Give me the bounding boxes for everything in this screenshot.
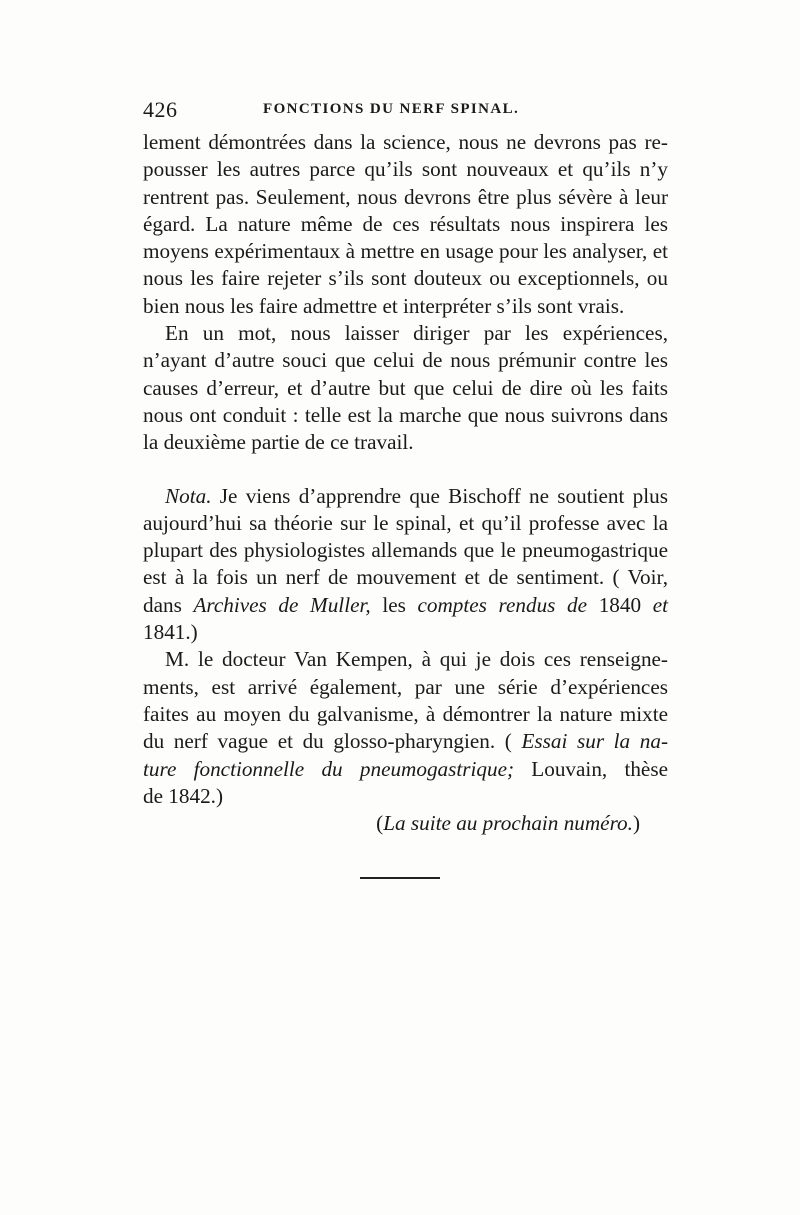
text-line: nous ont conduit : telle est la marche que nous suivrons dans: [143, 402, 668, 427]
section-gap: [143, 457, 668, 483]
paragraph-continuation: [143, 129, 668, 320]
text-line: égard. La nature même de ces résultats nous inspirera les: [143, 211, 668, 236]
text-fragment-et: et: [652, 592, 668, 617]
end-rule: [360, 877, 440, 879]
running-title: FONCTIONS DU NERF SPINAL.: [263, 101, 520, 117]
paren-close: ): [632, 811, 640, 836]
text-line: causes d’erreur, et d’autre but que celui de dire où les faits: [143, 375, 668, 400]
text-line: n’ayant d’autre souci que celui de nous prémunir contre les: [143, 348, 668, 373]
text-line: M. le docteur Van Kempen, à qui je dois ces renseigne-: [165, 647, 668, 672]
text-line: de 1842.): [143, 783, 224, 808]
text-line: moyens expérimentaux à mettre en usage pour les analyser, et: [143, 239, 668, 264]
citation-comptes: comptes rendus de: [417, 592, 588, 617]
continuation-note: [143, 810, 668, 837]
citation-essai: Essai sur la na-: [521, 729, 668, 754]
text-line: la deuxième partie de ce travail.: [143, 430, 414, 455]
text-line: est à la fois un nerf de mouvement et de sentiment. ( Voir,: [143, 565, 668, 590]
text-line: aujourd’hui sa théorie sur le spinal, et qu’il professe avec la: [143, 510, 668, 535]
text-line: faites au moyen du galvanisme, à démontrer la nature mixte: [143, 701, 668, 726]
text-fragment: dans: [143, 592, 194, 617]
text-line: ments, est arrivé également, par une série d’expériences: [143, 674, 668, 699]
citation-essai-cont: ture fonctionnelle du pneumogastrique;: [143, 756, 515, 781]
text-fragment: Louvain, thèse: [514, 756, 668, 781]
text-fragment: les: [370, 592, 418, 617]
nota-label: Nota.: [165, 483, 212, 508]
text-line: [143, 592, 668, 619]
text-line: [143, 756, 668, 783]
text-line: pousser les autres parce qu’ils sont nouveaux et qu’ils n’y: [143, 157, 668, 182]
text-fragment: 1840: [587, 592, 653, 617]
text-line: 1841.): [143, 620, 198, 645]
paragraph-nota: [143, 483, 668, 647]
continuation-text: La suite au prochain numéro.: [383, 811, 633, 836]
paren-open: (: [376, 811, 384, 836]
page-header: [143, 97, 668, 127]
paragraph-van-kempen: [143, 646, 668, 810]
text-line: rentrent pas. Seulement, nous devrons être plus sévère à leur: [143, 184, 668, 209]
paragraph-en-un-mot: [143, 320, 668, 456]
text-line: bien nous les faire admettre et interpréter s’ils sont vrais.: [143, 293, 625, 318]
body-text: [143, 129, 668, 837]
citation-archives: Archives de Muller,: [193, 592, 371, 617]
page-number: 426: [143, 97, 178, 122]
text-line: nous les faire rejeter s’ils sont douteux ou exceptionnels, ou: [143, 266, 668, 291]
text-line: lement démontrées dans la science, nous ne devrons pas re-: [143, 130, 668, 154]
text-line: plupart des physiologistes allemands que le pneumogastrique: [143, 538, 668, 563]
text-line: En un mot, nous laisser diriger par les expériences,: [165, 321, 668, 346]
text-fragment: du nerf vague et du glosso-pharyngien. (: [143, 729, 522, 754]
text-fragment: Je viens d’apprendre que Bischoff ne soutient plus: [211, 483, 668, 508]
text-line: [143, 483, 668, 510]
text-line: [143, 728, 668, 755]
